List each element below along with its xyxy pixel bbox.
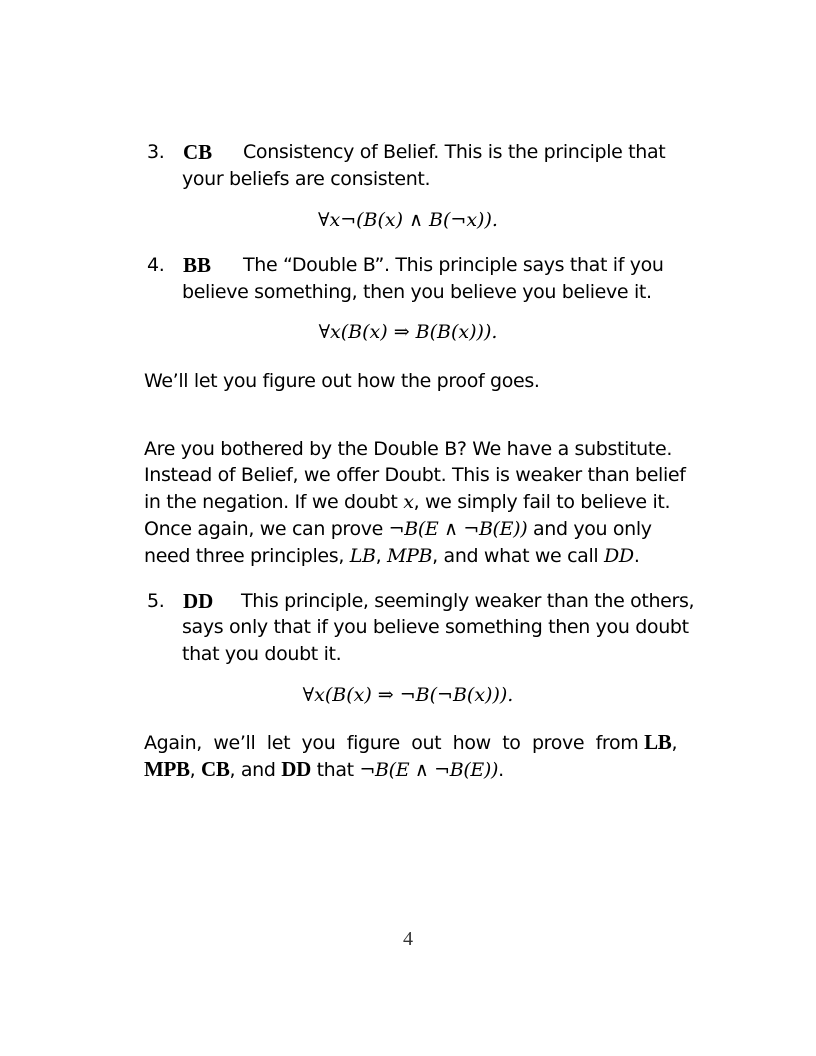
paragraph-line bbox=[144, 756, 504, 783]
item-text-line: your beliefs are consistent. bbox=[182, 168, 431, 190]
item-text-line: believe something, then you believe you believe it. bbox=[182, 281, 652, 303]
display-formula: ∀x(B(x) ⇒ B(B(x))). bbox=[318, 321, 498, 343]
inline-formula: ¬B(E ∧ ¬B(E)) bbox=[359, 759, 499, 781]
principle-tag: DD bbox=[183, 589, 214, 613]
paragraph-line bbox=[144, 729, 677, 756]
display-formula: ∀x(B(x) ⇒ ¬B(¬B(x))). bbox=[302, 684, 514, 706]
paragraph-line: Instead of Belief, we offer Doubt. This is weaker than belief bbox=[144, 464, 686, 486]
text-run: in the negation. If we doubt bbox=[144, 491, 404, 513]
bold-lb: LB bbox=[644, 730, 672, 754]
math-lb: LB bbox=[349, 545, 376, 567]
paragraph-line bbox=[144, 489, 670, 515]
item-number: 5. bbox=[147, 590, 165, 612]
text-run: Once again, we can prove bbox=[144, 518, 389, 540]
text-run: , bbox=[375, 545, 387, 567]
display-formula: ∀x¬(B(x) ∧ B(¬x)). bbox=[318, 209, 498, 231]
text-run: need three principles, bbox=[144, 545, 350, 567]
item-number: 4. bbox=[147, 254, 165, 276]
text-run: , we simply fail to believe it. bbox=[413, 491, 671, 513]
paragraph-text: We’ll let you figure out how the proof goes. bbox=[144, 370, 540, 392]
paragraph-line: Are you bothered by the Double B? We have a substitute. bbox=[144, 438, 673, 460]
text-run: Again, we’ll let you figure out how to prove from bbox=[144, 732, 645, 754]
item-number: 3. bbox=[147, 141, 165, 163]
item-text-line: says only that if you believe something then you doubt bbox=[182, 616, 689, 638]
paragraph-line bbox=[144, 516, 652, 542]
paragraph-line bbox=[144, 543, 640, 569]
principle-tag: CB bbox=[183, 140, 213, 164]
text-run: that bbox=[310, 759, 360, 781]
item-text-line: Consistency of Belief. This is the principle that bbox=[243, 141, 666, 163]
text-run: . bbox=[633, 545, 640, 567]
text-run: , and bbox=[229, 759, 282, 781]
text-run: . bbox=[498, 759, 504, 781]
math-mpb: MPB bbox=[386, 545, 433, 567]
math-dd: DD bbox=[604, 545, 634, 567]
item-text-line: that you doubt it. bbox=[182, 643, 342, 665]
text-run: , bbox=[671, 732, 678, 754]
item-text-line: The “Double B”. This principle says that if you bbox=[243, 254, 664, 276]
bold-dd: DD bbox=[281, 757, 311, 781]
principle-tag: BB bbox=[183, 253, 212, 277]
bold-mpb: MPB bbox=[144, 757, 190, 781]
text-run: , and what we call bbox=[432, 545, 605, 567]
page-number: 4 bbox=[403, 928, 413, 950]
text-run: and you only bbox=[527, 518, 652, 540]
inline-formula: ¬B(E ∧ ¬B(E)) bbox=[388, 518, 528, 540]
text-run: , bbox=[189, 759, 201, 781]
math-var-x: x bbox=[403, 491, 414, 513]
item-text-line: This principle, seemingly weaker than the others, bbox=[241, 590, 695, 612]
bold-cb: CB bbox=[201, 757, 230, 781]
